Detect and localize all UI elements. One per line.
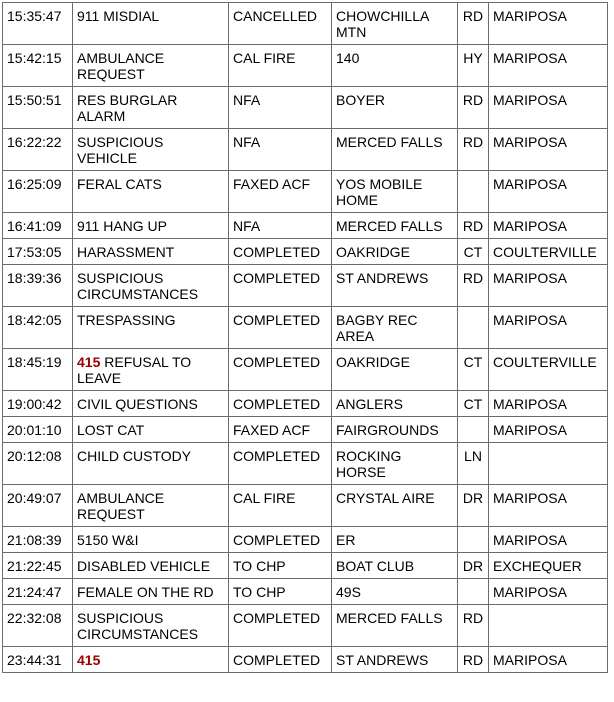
call-type-cell (73, 527, 229, 553)
city-cell: MARIPOSA (489, 391, 608, 417)
call-type: SUSPICIOUS CIRCUMSTANCES (77, 610, 199, 642)
call-type-cell (73, 87, 229, 129)
city-cell: MARIPOSA (489, 647, 608, 673)
city-cell: MARIPOSA (489, 307, 608, 349)
location-cell: BOAT CLUB (332, 553, 458, 579)
call-type-cell (73, 485, 229, 527)
location-cell: OAKRIDGE (332, 239, 458, 265)
call-type-cell (73, 579, 229, 605)
table-row (3, 307, 608, 349)
time-cell: 16:22:22 (3, 129, 73, 171)
street-suffix-cell (458, 417, 489, 443)
city-cell: MARIPOSA (489, 527, 608, 553)
call-type-cell (73, 45, 229, 87)
call-type: SUSPICIOUS CIRCUMSTANCES (77, 270, 199, 302)
city-cell: MARIPOSA (489, 87, 608, 129)
location-cell: 49S (332, 579, 458, 605)
call-type-cell (73, 443, 229, 485)
disposition-cell: NFA (229, 87, 332, 129)
location-cell: BOYER (332, 87, 458, 129)
call-type: SUSPICIOUS VEHICLE (77, 134, 164, 166)
call-type: HARASSMENT (77, 244, 175, 260)
location-cell: MERCED FALLS (332, 129, 458, 171)
call-type-cell (73, 417, 229, 443)
table-row (3, 391, 608, 417)
disposition-cell: FAXED ACF (229, 417, 332, 443)
table-row (3, 3, 608, 45)
time-cell: 19:00:42 (3, 391, 73, 417)
street-suffix-cell (458, 307, 489, 349)
call-type: FERAL CATS (77, 176, 162, 192)
table-row (3, 213, 608, 239)
penal-code: 415 (77, 652, 101, 668)
disposition-cell: COMPLETED (229, 605, 332, 647)
street-suffix-cell: RD (458, 647, 489, 673)
penal-code: 415 (77, 354, 101, 370)
disposition-cell: COMPLETED (229, 391, 332, 417)
location-cell: ROCKING HORSE (332, 443, 458, 485)
time-cell: 21:22:45 (3, 553, 73, 579)
disposition-cell: COMPLETED (229, 307, 332, 349)
city-cell: MARIPOSA (489, 485, 608, 527)
time-cell: 16:41:09 (3, 213, 73, 239)
street-suffix-cell: LN (458, 443, 489, 485)
disposition-cell: COMPLETED (229, 647, 332, 673)
city-cell: MARIPOSA (489, 45, 608, 87)
time-cell: 18:42:05 (3, 307, 73, 349)
call-type-cell (73, 605, 229, 647)
street-suffix-cell: CT (458, 349, 489, 391)
time-cell: 17:53:05 (3, 239, 73, 265)
call-type: FEMALE ON THE RD (77, 584, 214, 600)
street-suffix-cell: CT (458, 239, 489, 265)
call-type-cell (73, 307, 229, 349)
street-suffix-cell: DR (458, 553, 489, 579)
call-type: 5150 W&I (77, 532, 139, 548)
disposition-cell: FAXED ACF (229, 171, 332, 213)
disposition-cell: COMPLETED (229, 527, 332, 553)
disposition-cell: NFA (229, 129, 332, 171)
city-cell: MARIPOSA (489, 579, 608, 605)
disposition-cell: CAL FIRE (229, 485, 332, 527)
street-suffix-cell: HY (458, 45, 489, 87)
time-cell: 20:12:08 (3, 443, 73, 485)
location-cell: ER (332, 527, 458, 553)
street-suffix-cell: CT (458, 391, 489, 417)
time-cell: 23:44:31 (3, 647, 73, 673)
table-row (3, 349, 608, 391)
disposition-cell: COMPLETED (229, 265, 332, 307)
table-row (3, 129, 608, 171)
time-cell: 20:49:07 (3, 485, 73, 527)
call-type: LOST CAT (77, 422, 145, 438)
street-suffix-cell (458, 527, 489, 553)
time-cell: 21:24:47 (3, 579, 73, 605)
table-row (3, 485, 608, 527)
disposition-cell: COMPLETED (229, 443, 332, 485)
disposition-cell: TO CHP (229, 553, 332, 579)
table-row (3, 553, 608, 579)
disposition-cell: NFA (229, 213, 332, 239)
call-type: 911 MISDIAL (77, 8, 160, 24)
city-cell: MARIPOSA (489, 171, 608, 213)
time-cell: 16:25:09 (3, 171, 73, 213)
table-row (3, 265, 608, 307)
location-cell: 140 (332, 45, 458, 87)
location-cell: ANGLERS (332, 391, 458, 417)
street-suffix-cell: RD (458, 3, 489, 45)
location-cell: MERCED FALLS (332, 605, 458, 647)
call-type: REFUSAL TO LEAVE (77, 354, 192, 386)
table-row (3, 417, 608, 443)
time-cell: 15:50:51 (3, 87, 73, 129)
call-log-body (3, 3, 608, 673)
location-cell: YOS MOBILE HOME (332, 171, 458, 213)
city-cell (489, 443, 608, 485)
city-cell: EXCHEQUER (489, 553, 608, 579)
table-row (3, 45, 608, 87)
table-row (3, 647, 608, 673)
location-cell: MERCED FALLS (332, 213, 458, 239)
street-suffix-cell (458, 171, 489, 213)
city-cell (489, 605, 608, 647)
call-type: CIVIL QUESTIONS (77, 396, 198, 412)
table-row (3, 443, 608, 485)
city-cell: MARIPOSA (489, 3, 608, 45)
table-row (3, 579, 608, 605)
call-type-cell (73, 239, 229, 265)
location-cell: CHOWCHILLA MTN (332, 3, 458, 45)
location-cell: BAGBY REC AREA (332, 307, 458, 349)
city-cell: COULTERVILLE (489, 349, 608, 391)
street-suffix-cell: RD (458, 605, 489, 647)
call-type: RES BURGLAR ALARM (77, 92, 178, 124)
disposition-cell: COMPLETED (229, 349, 332, 391)
call-type-cell (73, 553, 229, 579)
call-type-cell (73, 647, 229, 673)
table-row (3, 527, 608, 553)
table-row (3, 87, 608, 129)
disposition-cell: CAL FIRE (229, 45, 332, 87)
time-cell: 15:42:15 (3, 45, 73, 87)
call-type-cell (73, 3, 229, 45)
call-type-cell (73, 171, 229, 213)
disposition-cell: TO CHP (229, 579, 332, 605)
location-cell: CRYSTAL AIRE (332, 485, 458, 527)
table-row (3, 605, 608, 647)
table-row (3, 239, 608, 265)
time-cell: 20:01:10 (3, 417, 73, 443)
call-type: TRESPASSING (77, 312, 176, 328)
street-suffix-cell (458, 579, 489, 605)
call-type: AMBULANCE REQUEST (77, 50, 165, 82)
call-type: 911 HANG UP (77, 218, 167, 234)
call-type: AMBULANCE REQUEST (77, 490, 165, 522)
street-suffix-cell: RD (458, 129, 489, 171)
city-cell: MARIPOSA (489, 129, 608, 171)
street-suffix-cell: RD (458, 87, 489, 129)
call-log-table (2, 2, 608, 673)
table-row (3, 171, 608, 213)
disposition-cell: CANCELLED (229, 3, 332, 45)
location-cell: ST ANDREWS (332, 265, 458, 307)
call-type: CHILD CUSTODY (77, 448, 192, 464)
city-cell: MARIPOSA (489, 213, 608, 239)
location-cell: ST ANDREWS (332, 647, 458, 673)
city-cell: COULTERVILLE (489, 239, 608, 265)
time-cell: 21:08:39 (3, 527, 73, 553)
call-type-cell (73, 391, 229, 417)
call-type: DISABLED VEHICLE (77, 558, 211, 574)
call-type-cell (73, 265, 229, 307)
time-cell: 15:35:47 (3, 3, 73, 45)
city-cell: MARIPOSA (489, 417, 608, 443)
street-suffix-cell: DR (458, 485, 489, 527)
disposition-cell: COMPLETED (229, 239, 332, 265)
call-type-cell (73, 213, 229, 239)
time-cell: 22:32:08 (3, 605, 73, 647)
call-type-cell (73, 129, 229, 171)
city-cell: MARIPOSA (489, 265, 608, 307)
time-cell: 18:39:36 (3, 265, 73, 307)
location-cell: FAIRGROUNDS (332, 417, 458, 443)
location-cell: OAKRIDGE (332, 349, 458, 391)
call-type-cell (73, 349, 229, 391)
street-suffix-cell: RD (458, 265, 489, 307)
time-cell: 18:45:19 (3, 349, 73, 391)
street-suffix-cell: RD (458, 213, 489, 239)
